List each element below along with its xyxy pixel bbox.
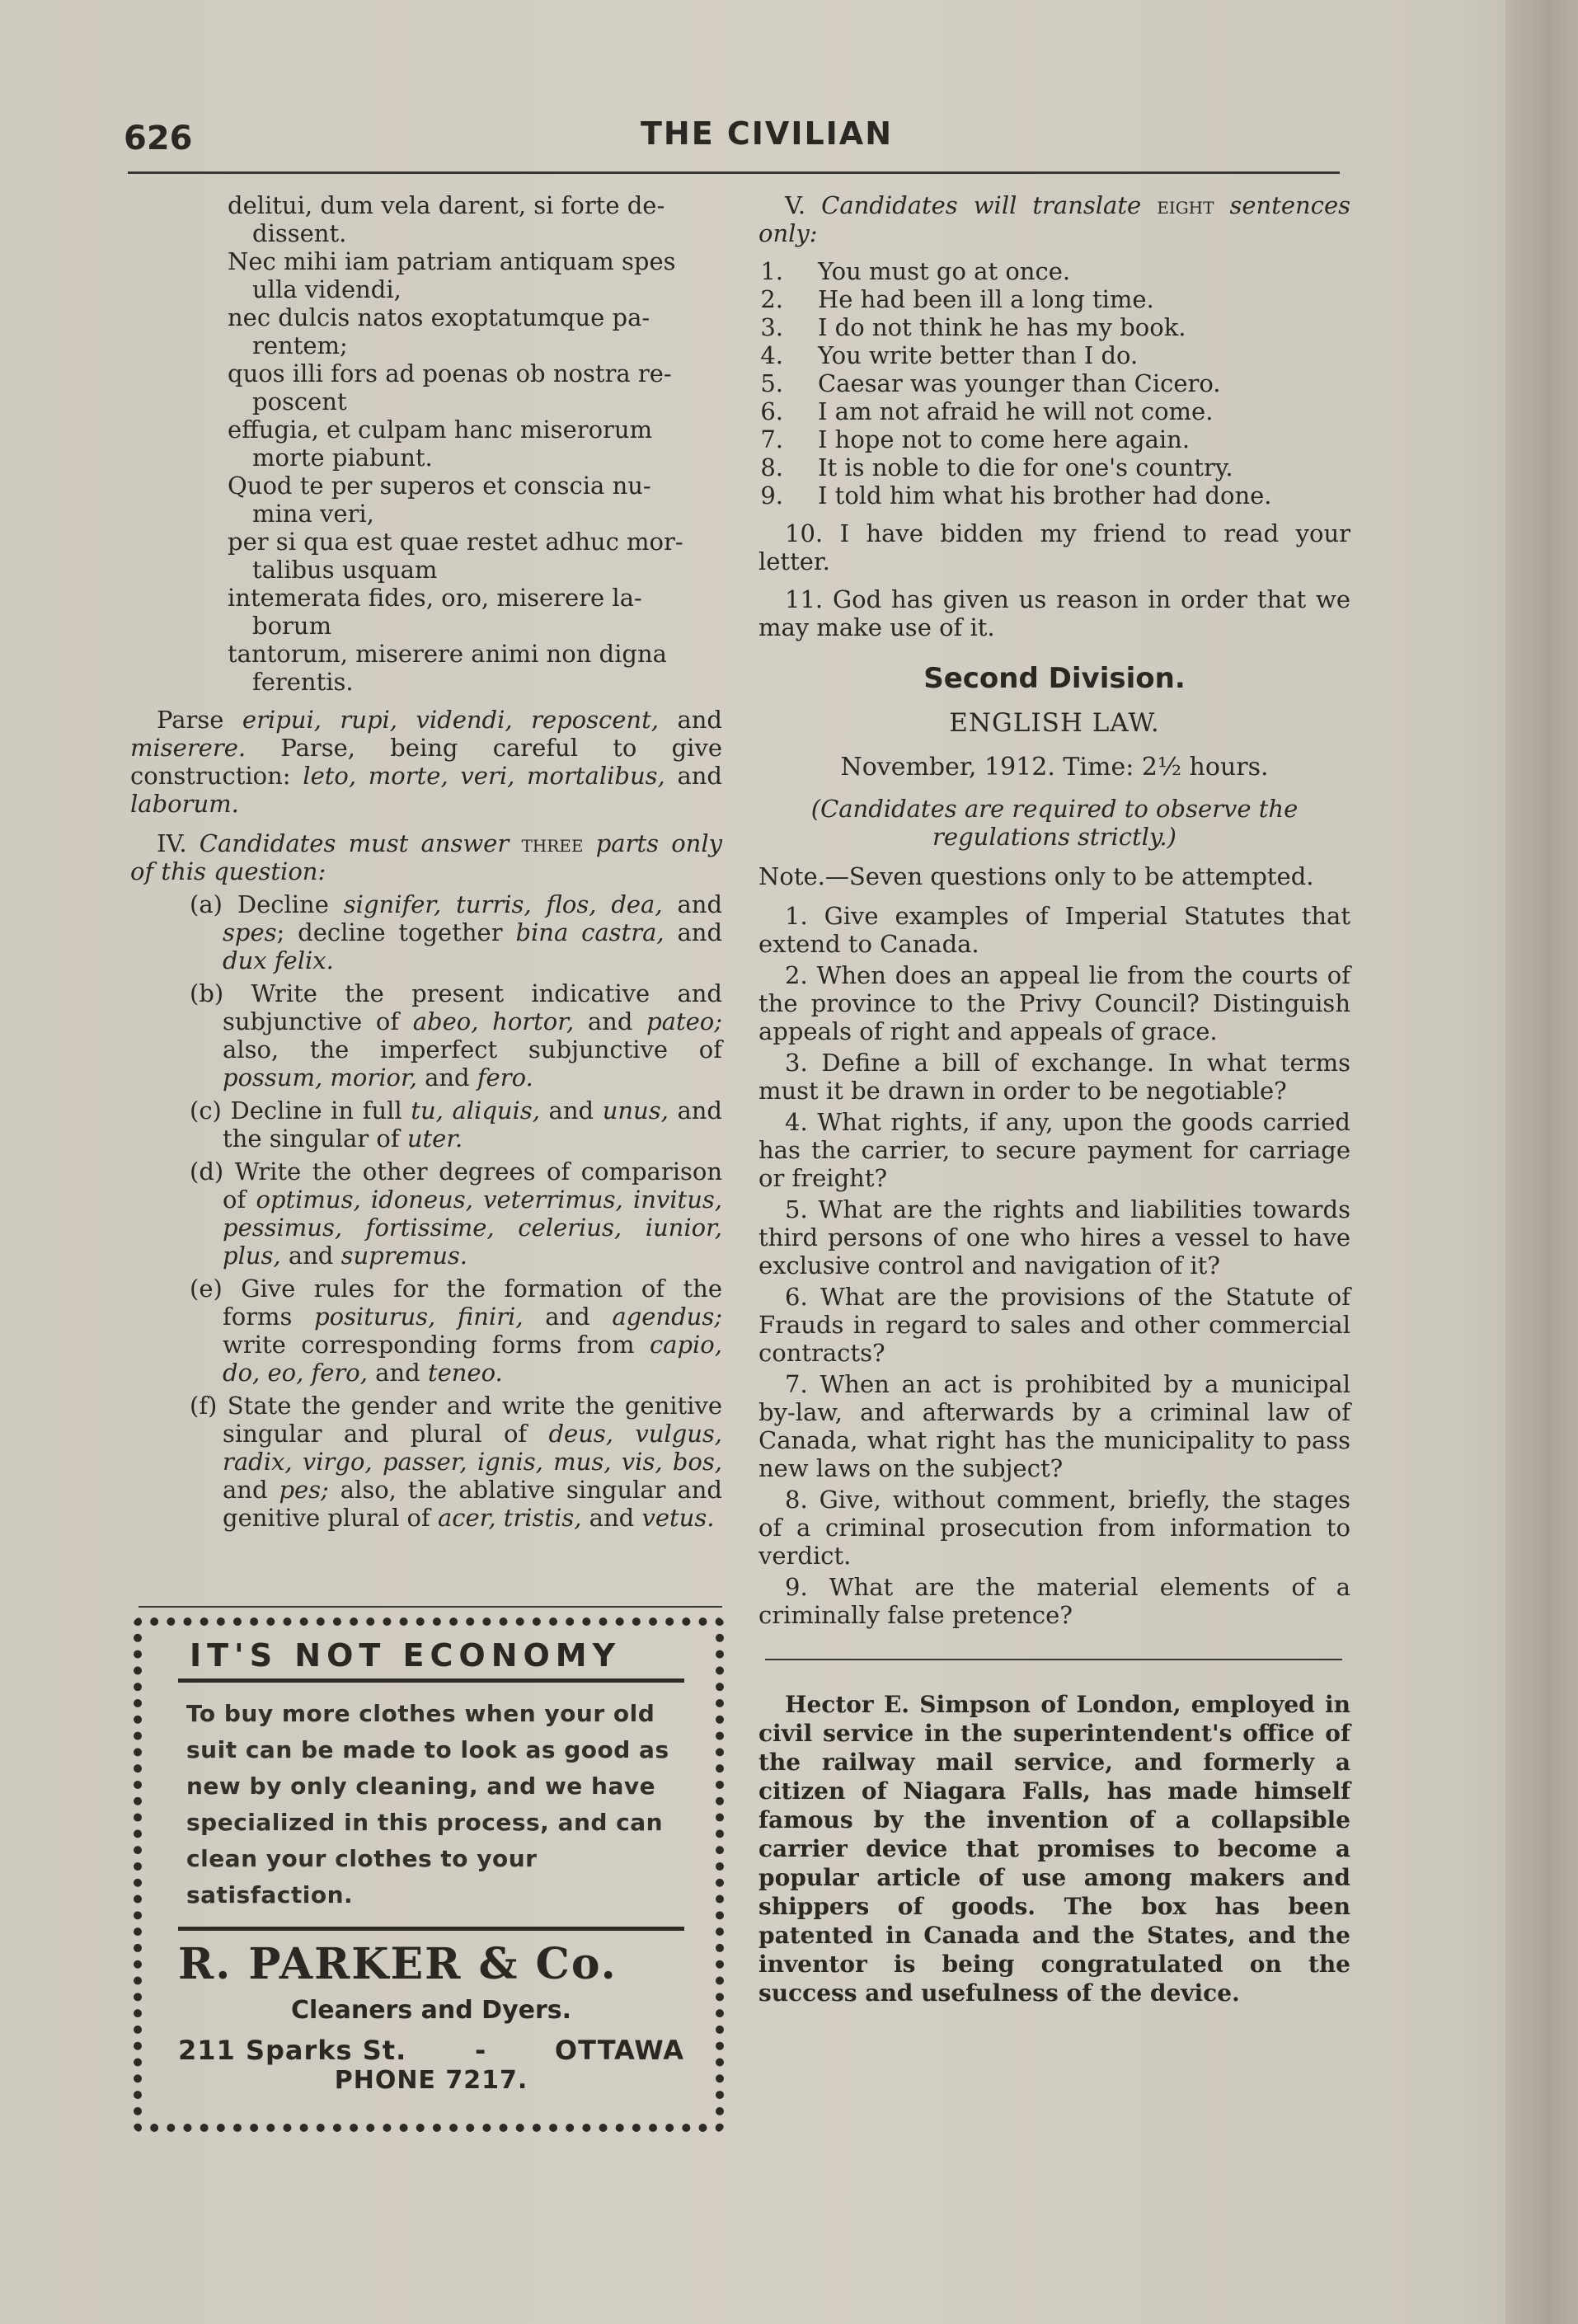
law-question: 6. What are the provisions of the Statute of Frauds in regard to sales and other commercial contracts?: [758, 1283, 1350, 1367]
ad-headline: IT'S NOT ECONOMY: [190, 1637, 622, 1674]
translation-sentences: [758, 257, 1350, 509]
parse-words-2: leto, morte, veri, mortalibus,: [303, 762, 665, 790]
part-label: (d): [190, 1157, 224, 1185]
sentence-item: [758, 425, 1350, 453]
part-label: (c): [190, 1096, 222, 1124]
parse-label: Parse: [157, 706, 224, 734]
part-label: (f): [190, 1392, 218, 1420]
law-question: 4. What rights, if any, upon the goods carried has the carrier, to secure payment for carriage or freight?: [758, 1108, 1350, 1192]
poem-line: intemerata fides, oro, miserere la-: [228, 584, 642, 612]
questions-note: Note.—Seven questions only to be attempted.: [758, 862, 1314, 890]
poem-line: Nec mihi iam patriam antiquam spes: [228, 247, 676, 275]
sentence-number: 7.: [760, 425, 783, 453]
question-5-heading: [758, 191, 1350, 247]
sentence-item: [758, 369, 1350, 397]
sentence-item: [758, 257, 1350, 285]
question-4-pre: Candidates must answer: [199, 829, 510, 857]
division-heading: Second Division.: [923, 662, 1186, 695]
sentence-text: Caesar was younger than Cicero.: [818, 369, 1221, 397]
poem-line-continuation: dissent.: [252, 219, 347, 247]
ad-top-rule: [139, 1606, 722, 1608]
question-5-number: V.: [785, 191, 806, 219]
question-5-post: sentences only:: [758, 191, 1351, 247]
sentence-number: 1.: [760, 257, 783, 285]
sentence-text: I am not afraid he will not come.: [818, 397, 1214, 425]
exam-date-time: November, 1912. Time: 2½ hours.: [840, 753, 1269, 782]
part-label: (a): [190, 890, 223, 918]
sentence-text: You write better than I do.: [818, 341, 1139, 369]
poem-line-continuation: rentem;: [252, 331, 348, 359]
parse-and: and: [677, 706, 722, 734]
question-4-part: [130, 890, 722, 974]
question-4-part: [130, 1392, 722, 1532]
sentence-text: It is noble to die for one's country.: [818, 453, 1233, 481]
sentence-item: [758, 397, 1350, 425]
poem-line-continuation: talibus usquam: [252, 556, 438, 584]
poem-line: quos illi fors ad poenas ob nostra re-: [228, 359, 672, 387]
law-question: 1. Give examples of Imperial Statutes that extend to Canada.: [758, 902, 1350, 958]
poem-line-continuation: morte piabunt.: [252, 444, 433, 472]
poem-line: per si qua est quae restet adhuc mor-: [228, 528, 683, 556]
ad-dash: -: [474, 2035, 487, 2066]
subject-heading: ENGLISH LAW.: [949, 708, 1160, 738]
part-text: Decline signifer, turris, flos, dea, and spes; decline together bina castra, and dux felix.: [222, 890, 723, 974]
ad-city: OTTAWA: [554, 2035, 684, 2066]
law-question: 8. Give, without comment, briefly, the stages of a criminal prosecution from information to verdict.: [758, 1486, 1350, 1570]
law-questions: [758, 902, 1350, 1629]
sentence-item: [758, 453, 1350, 481]
question-4-part: [130, 1275, 722, 1387]
poem-line: tantorum, miserere animi non digna: [228, 640, 667, 668]
part-text: State the gender and write the genitive singular and plural of deus, vulgus, radix, virgo, passer, ignis, mus, vis, bos, and pes; also, the ablative singular and genitive plural of acer, tristis, and vetus.: [217, 1392, 722, 1532]
sentence-number: 2.: [760, 285, 783, 313]
ad-address: [178, 2035, 684, 2066]
question-5-pre: Candidates will translate: [821, 191, 1142, 219]
section-separator: [765, 1659, 1342, 1660]
question-4-part: [130, 979, 722, 1092]
sentence-item: [758, 285, 1350, 313]
ad-divider: [178, 1678, 684, 1683]
sentence-text: I hope not to come here again.: [818, 425, 1191, 453]
question-4-post: parts only of this question:: [130, 829, 723, 885]
part-label: (b): [190, 979, 224, 1007]
ad-body: To buy more clothes when your old suit can be made to look as good as new by only cleaning, and we have specialized in this process, and can clean your clothes to your satisfaction.: [186, 1700, 669, 1908]
poem-line-continuation: ferentis.: [252, 668, 354, 696]
law-question: 7. When an act is prohibited by a municipal by-law, and afterwards by a criminal law of Canada, what right has the municipality to pass new laws on the subject?: [758, 1370, 1350, 1482]
sentence-11: 11. God has given us reason in order that we may make use of it.: [758, 585, 1350, 641]
question-4-count: three: [521, 829, 584, 857]
poem-line-continuation: borum: [252, 612, 332, 640]
right-column: [758, 191, 1350, 2007]
poem-line-continuation: poscent: [252, 387, 347, 416]
parse-words: eripui, rupi, videndi, reposcent,: [242, 706, 659, 734]
ad-phone: PHONE 7217.: [334, 2066, 528, 2095]
sentence-number: 9.: [760, 481, 783, 509]
poem-line-continuation: mina veri,: [252, 500, 374, 528]
ad-business-type: Cleaners and Dyers.: [290, 1996, 572, 2025]
part-text: Write the other degrees of comparison of optimus, idoneus, veterrimus, invitus, pessimus, fortissime, celerius, iunior, plus, and supremus.: [223, 1157, 722, 1270]
part-text: Write the present indicative and subjunctive of abeo, hortor, and pateo; also, the imperfect subjunctive of possum, morior, and fero.: [223, 979, 722, 1092]
sentence-text: You must go at once.: [818, 257, 1071, 285]
sentence-number: 3.: [760, 313, 783, 341]
question-4-parts: [130, 890, 722, 1532]
parse-word-laborum: laborum.: [130, 790, 239, 818]
page-number: 626: [124, 120, 193, 157]
sentence-number: 6.: [760, 397, 783, 425]
poem-line-continuation: ulla videndi,: [252, 275, 402, 303]
parse-word-miserere: miserere.: [130, 734, 247, 762]
header-rule: [128, 171, 1340, 174]
sentence-number: 5.: [760, 369, 783, 397]
sentence-text: I do not think he has my book.: [818, 313, 1186, 341]
law-question: 5. What are the rights and liabilities towards third persons of one who hires a vessel to have exclusive control and navigation of it?: [758, 1195, 1350, 1279]
latin-passage: [130, 191, 722, 696]
sentence-item: [758, 313, 1350, 341]
left-column: [130, 191, 722, 1532]
poem-line: nec dulcis natos exoptatumque pa-: [228, 303, 650, 331]
sentence-item: [758, 481, 1350, 509]
book-spine: [1505, 0, 1578, 2324]
sentence-text: He had been ill a long time.: [818, 285, 1154, 313]
regulations-notice: (Candidates are required to observe the regulations strictly.): [810, 795, 1299, 851]
question-4-part: [130, 1096, 722, 1153]
question-4-part: [130, 1157, 722, 1270]
part-text: Decline in full tu, aliquis, and unus, and the singular of uter.: [221, 1096, 722, 1153]
sentence-text: I told him what his brother had done.: [818, 481, 1272, 509]
sentence-number: 4.: [760, 341, 783, 369]
law-question: 3. Define a bill of exchange. In what terms must it be drawn in order to be negotiable?: [758, 1049, 1350, 1105]
parse-construction: Parse, being careful to give construction:: [130, 734, 723, 790]
sentence-item: [758, 341, 1350, 369]
ad-firm-name: R. PARKER & Co.: [178, 1939, 618, 1989]
parse-and-2: and: [677, 762, 722, 790]
ad-divider-2: [178, 1927, 684, 1931]
advertisement: [134, 1617, 724, 2132]
question-4-heading: [130, 829, 722, 885]
law-question: 2. When does an appeal lie from the courts of the province to the Privy Council? Distinguish appeals of right and appeals of grace.: [758, 961, 1350, 1045]
parse-instruction: [130, 706, 722, 818]
journal-title: THE CIVILIAN: [640, 115, 894, 152]
news-item: Hector E. Simpson of London, employed in civil service in the superintendent's office of the railway mail service, and formerly a citizen of Niagara Falls, has made himself famous by the invention of a collapsible carrier device that promises to become a popular article of use among makers and shippers of goods. The box has been patented in Canada and the States, and the inventor is being congratulated on the success and usefulness of the device.: [758, 1691, 1350, 2007]
poem-line: effugia, et culpam hanc miserorum: [228, 416, 653, 444]
sentence-10: 10. I have bidden my friend to read your letter.: [758, 519, 1350, 575]
question-5-count: eight: [1157, 191, 1214, 219]
law-question: 9. What are the material elements of a criminally false pretence?: [758, 1573, 1350, 1629]
poem-line: Quod te per superos et conscia nu-: [228, 472, 651, 500]
ad-street: 211 Sparks St.: [178, 2035, 407, 2066]
poem-line: delitui, dum vela darent, si forte de-: [228, 191, 665, 219]
sentence-number: 8.: [760, 453, 783, 481]
part-label: (e): [190, 1275, 223, 1303]
part-text: Give rules for the formation of the forms positurus, finiri, and agendus; write corresponding forms from capio, do, eo, fero, and teneo.: [222, 1275, 722, 1387]
question-4-number: IV.: [157, 829, 187, 857]
